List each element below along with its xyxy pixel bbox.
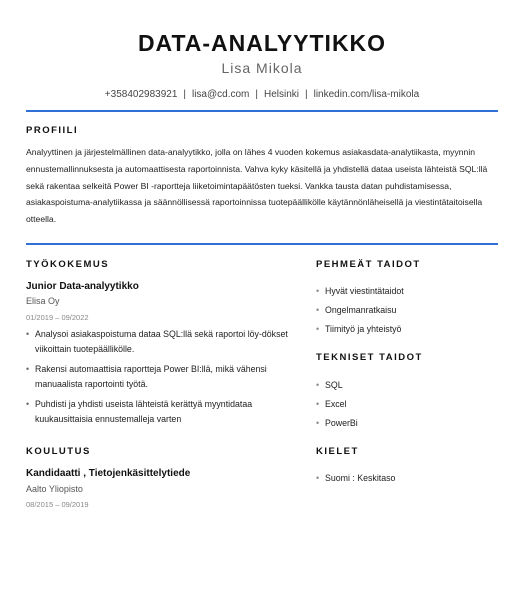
- experience-heading: TYÖKOKEMUS: [26, 259, 110, 270]
- contact-phone: +358402983921: [104, 89, 178, 100]
- degree-title: Kandidaatti , Tietojenkäsittelytiede: [26, 468, 191, 479]
- technical-skill-item: • PowerBi: [316, 416, 358, 435]
- job-dates: 01/2019 – 09/2022: [26, 313, 89, 322]
- school-name: Aalto Yliopisto: [26, 484, 83, 494]
- contact-line: [0, 89, 524, 100]
- contact-separator: |: [305, 89, 308, 100]
- person-name: Lisa Mikola: [221, 60, 303, 76]
- soft-skills-heading: PEHMEÄT TAIDOT: [316, 259, 421, 270]
- profile-text: Analyyttinen ja järjestelmällinen data-analyytikko, jolla on lähes 4 vuoden kokemus asiakasdata-analytiikasta, myynnin ennustemallinnuksesta ja automaattisesta raportoinnista. Vahva kyky käsitellä ja yhdistellä dataa useista lähteistä SQL:llä sekä rakentaa selkeitä Power BI -raportteja liiketoimintapäätösten tueksi. Vankka tausta datan puhdistamisessa, asiakaspoistuma-analytiikassa ja säännöllisessä raportoinnissa tuotepäällikölle käytännönläheisellä ja viestintätaitoisella otteella.: [26, 147, 488, 225]
- experience-bullets: [26, 327, 296, 432]
- soft-skill-item: • Ongelmanratkaisu: [316, 303, 404, 322]
- technical-skills-heading: TEKNISET TAIDOT: [316, 352, 423, 363]
- contact-email: lisa@cd.com: [191, 89, 250, 100]
- language-item: • Suomi : Keskitaso: [316, 471, 395, 490]
- contact-separator: |: [183, 89, 186, 100]
- experience-bullet: • Puhdisti ja yhdisti useista lähteistä kerättyä myyntidataa kuukausittaisia ennustemalleja varten: [26, 397, 296, 427]
- section-divider: [26, 110, 498, 112]
- education-dates: 08/2015 – 09/2019: [26, 500, 89, 509]
- experience-bullet: • Rakensi automaattisia raportteja Power BI:llä, mikä vähensi manuaalista raportointi työtä.: [26, 362, 296, 392]
- contact-city: Helsinki: [263, 89, 299, 100]
- soft-skill-item: • Hyvät viestintätaidot: [316, 284, 404, 303]
- technical-skills-list: [316, 378, 358, 435]
- languages-list: [316, 471, 395, 490]
- soft-skill-item: • Tiimityö ja yhteistyö: [316, 322, 404, 341]
- technical-skill-item: • SQL: [316, 378, 358, 397]
- contact-linkedin: linkedin.com/lisa-mikola: [313, 89, 420, 100]
- job-title: Junior Data-analyytikko: [26, 281, 139, 292]
- technical-skill-item: • Excel: [316, 397, 358, 416]
- education-heading: KOULUTUS: [26, 446, 91, 457]
- company-name: Elisa Oy: [26, 296, 60, 306]
- profile-heading: PROFIILI: [26, 125, 79, 136]
- contact-separator: |: [255, 89, 258, 100]
- resume-title: DATA-ANALYYTIKKO: [137, 30, 387, 56]
- soft-skills-list: [316, 284, 404, 341]
- section-divider: [26, 243, 498, 245]
- experience-bullet: • Analysoi asiakaspoistuma dataa SQL:llä sekä raportoi löy-dökset viikoittain tuotepäällikölle.: [26, 327, 296, 357]
- languages-heading: KIELET: [316, 446, 359, 457]
